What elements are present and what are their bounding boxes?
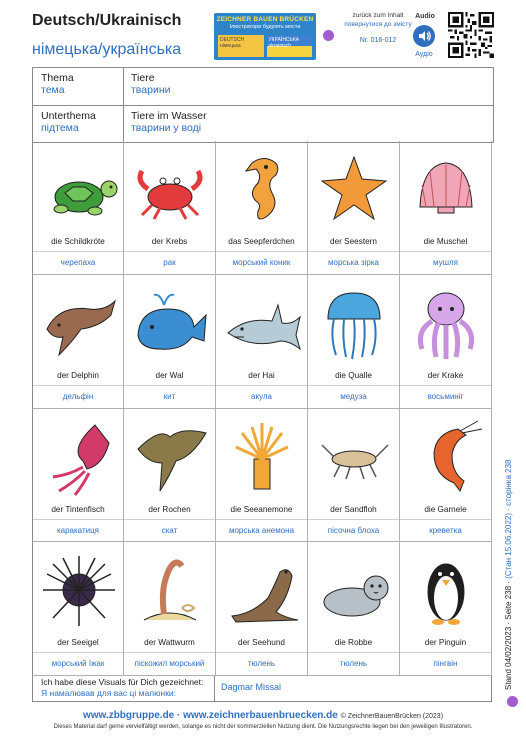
subtheme-row bbox=[33, 105, 493, 143]
vocab-card bbox=[400, 275, 492, 409]
back-to-contents-link[interactable] bbox=[340, 12, 416, 45]
vocab-card bbox=[400, 409, 492, 543]
subtheme-label-ukrainian: підтема bbox=[41, 122, 79, 134]
jellyfish-icon bbox=[314, 279, 394, 365]
word-ukrainian: пінгвін bbox=[433, 659, 458, 669]
vocab-card bbox=[308, 542, 400, 676]
word-german: der Seeigel bbox=[33, 634, 123, 653]
back-link-german: zurück zum Inhalt bbox=[352, 12, 404, 19]
whale-icon bbox=[130, 279, 210, 365]
vocab-card bbox=[32, 542, 124, 676]
word-german: der Krebs bbox=[124, 233, 215, 252]
vocab-card bbox=[124, 275, 216, 409]
word-ukrainian: морський їжак bbox=[51, 659, 105, 669]
word-ukrainian: восьминіг bbox=[427, 391, 464, 401]
shell-icon bbox=[406, 145, 486, 231]
vocab-card bbox=[32, 409, 124, 543]
subtheme-value-german: Tiere im Wasser bbox=[131, 110, 207, 122]
logo-flags bbox=[218, 35, 312, 57]
credit-divider bbox=[214, 676, 215, 701]
word-ukrainian: морська зірка bbox=[328, 258, 379, 267]
website-link[interactable]: www.zbbgruppe.de · www.zeichnerbauenbruecken.de bbox=[82, 710, 338, 721]
page-stamp bbox=[504, 370, 513, 690]
word-german: die Qualle bbox=[308, 367, 399, 386]
turtle-icon bbox=[39, 145, 119, 231]
vocab-card bbox=[216, 409, 308, 543]
page-stamp-ukrainian: (Стан 15.06.2022) · сторінка 238 bbox=[504, 459, 513, 579]
word-ukrainian: черепаха bbox=[60, 258, 96, 267]
squid-icon bbox=[39, 413, 119, 499]
word-ukrainian: дельфін bbox=[62, 391, 94, 401]
word-ukrainian: креветка bbox=[429, 525, 462, 535]
subtheme-label-german: Unterthema bbox=[41, 110, 96, 122]
theme-value-german: Tiere bbox=[131, 72, 155, 84]
vocab-card bbox=[308, 275, 400, 409]
audio-label: Audio bbox=[415, 13, 435, 20]
vocab-card bbox=[32, 275, 124, 409]
word-ukrainian: тюлень bbox=[247, 659, 276, 669]
theme-value-ukrainian: тварини bbox=[131, 84, 171, 96]
word-german: der Tintenfisch bbox=[33, 501, 123, 520]
word-german: der Seehund bbox=[216, 634, 307, 653]
audio-play-button[interactable] bbox=[413, 25, 435, 47]
starfish-icon bbox=[314, 145, 394, 231]
word-ukrainian: піскожил морський bbox=[134, 659, 205, 669]
word-german: die Garnele bbox=[400, 501, 491, 520]
theme-row bbox=[33, 68, 493, 105]
back-link-dot-icon[interactable] bbox=[323, 30, 334, 41]
copyright: © ZeichnerBauenBrücken (2023) bbox=[340, 713, 444, 720]
title-german: Deutsch/Ukrainisch bbox=[32, 12, 182, 29]
logo-line-1: ZEICHNER BAUEN BRÜCKEN bbox=[216, 16, 314, 23]
page-stamp-german: Stand 04/02/2023 · Seite 238 · bbox=[504, 578, 513, 690]
word-german: der Seestern bbox=[308, 233, 399, 252]
word-ukrainian: морська анемона bbox=[228, 525, 295, 535]
sea-urchin-icon bbox=[39, 546, 119, 632]
word-ukrainian: каракатиця bbox=[56, 525, 100, 535]
subtheme-value bbox=[131, 110, 207, 134]
audio-label-ukrainian: Аудіо bbox=[415, 51, 433, 58]
word-german: die Seeanemone bbox=[216, 501, 307, 520]
word-german: der Pinguin bbox=[400, 634, 491, 653]
vocab-card bbox=[400, 141, 492, 275]
usage-note: Dieses Material darf gerne vervielfältigt werden, solange es nicht der kommerziellen Nutzung dient. Die Nutzungsrechte liegen bei den jeweiligen Illustratoren. bbox=[53, 724, 473, 730]
word-ukrainian: морський коник bbox=[232, 258, 291, 267]
vocab-card bbox=[308, 141, 400, 275]
word-german: der Wattwurm bbox=[124, 634, 215, 653]
octopus-icon bbox=[406, 279, 486, 365]
sheet-number: Nr. 016-012 bbox=[359, 37, 397, 44]
word-ukrainian: рак bbox=[163, 258, 176, 267]
word-german: der Hai bbox=[216, 367, 307, 386]
word-german: der Wal bbox=[124, 367, 215, 386]
word-german: die Muschel bbox=[400, 233, 491, 252]
seahorse-icon bbox=[222, 145, 302, 231]
vocab-card bbox=[124, 409, 216, 543]
vocab-card bbox=[124, 141, 216, 275]
shrimp-icon bbox=[406, 413, 486, 499]
page-dot-icon[interactable] bbox=[507, 696, 518, 707]
theme-label bbox=[41, 72, 74, 96]
word-ukrainian: мушля bbox=[432, 258, 458, 267]
vocab-card bbox=[216, 141, 308, 275]
subtheme-label bbox=[41, 110, 96, 134]
logo-flag-ukrainian: УКРАЇНСЬКА ukrainisch bbox=[267, 35, 313, 57]
vocab-card bbox=[32, 141, 124, 275]
word-german: die Robbe bbox=[308, 634, 399, 653]
theme-value bbox=[131, 72, 170, 96]
speaker-icon bbox=[413, 25, 435, 47]
theme-table bbox=[32, 67, 494, 143]
theme-label-german: Thema bbox=[41, 72, 74, 84]
title-ukrainian: німецька/українська bbox=[32, 41, 182, 58]
vocab-card bbox=[400, 542, 492, 676]
zeichner-bauen-bruecken-logo[interactable] bbox=[214, 13, 316, 60]
vocab-card bbox=[216, 542, 308, 676]
qr-code-icon[interactable] bbox=[448, 12, 494, 58]
word-german: die Schildkröte bbox=[33, 233, 123, 252]
word-german: der Krake bbox=[400, 367, 491, 386]
word-german: der Sandfloh bbox=[308, 501, 399, 520]
ray-icon bbox=[130, 413, 210, 499]
word-ukrainian: кит bbox=[163, 391, 176, 401]
credit-text-german: Ich habe diese Visuals für Dich gezeichnet: bbox=[41, 677, 204, 687]
vocabulary-grid bbox=[32, 141, 492, 676]
crab-icon bbox=[130, 145, 210, 231]
lugworm-icon bbox=[130, 546, 210, 632]
penguin-icon bbox=[406, 546, 486, 632]
word-ukrainian: медуза bbox=[340, 391, 367, 401]
illustrator-name: Dagmar Missal bbox=[221, 682, 282, 692]
word-ukrainian: пісочна блоха bbox=[327, 525, 380, 535]
logo-line-2: Ілюстратори будують мости bbox=[229, 24, 301, 30]
harbor-seal-icon bbox=[222, 546, 302, 632]
vocab-card bbox=[216, 275, 308, 409]
back-link-ukrainian: повернутися до змісту bbox=[344, 21, 412, 28]
sandflea-icon bbox=[314, 413, 394, 499]
footer-links bbox=[0, 710, 526, 721]
anemone-icon bbox=[222, 413, 302, 499]
word-ukrainian: тюлень bbox=[339, 659, 368, 669]
word-german: das Seepferdchen bbox=[216, 233, 307, 252]
theme-label-ukrainian: тема bbox=[41, 84, 65, 96]
credit-text-ukrainian: Я намалював для вас ці малюнки: bbox=[41, 688, 177, 698]
word-ukrainian: акула bbox=[251, 391, 272, 401]
illustrator-credit bbox=[32, 676, 492, 702]
word-german: der Delphin bbox=[33, 367, 123, 386]
logo-flag-german: DEUTSCH німецька bbox=[218, 35, 264, 57]
subtheme-value-ukrainian: тварини у воді bbox=[131, 122, 202, 134]
seal-pup-icon bbox=[314, 546, 394, 632]
word-ukrainian: скат bbox=[161, 525, 178, 535]
vocab-card bbox=[124, 542, 216, 676]
shark-icon bbox=[222, 279, 302, 365]
vocab-card bbox=[308, 409, 400, 543]
word-german: der Rochen bbox=[124, 501, 215, 520]
dolphin-icon bbox=[39, 279, 119, 365]
